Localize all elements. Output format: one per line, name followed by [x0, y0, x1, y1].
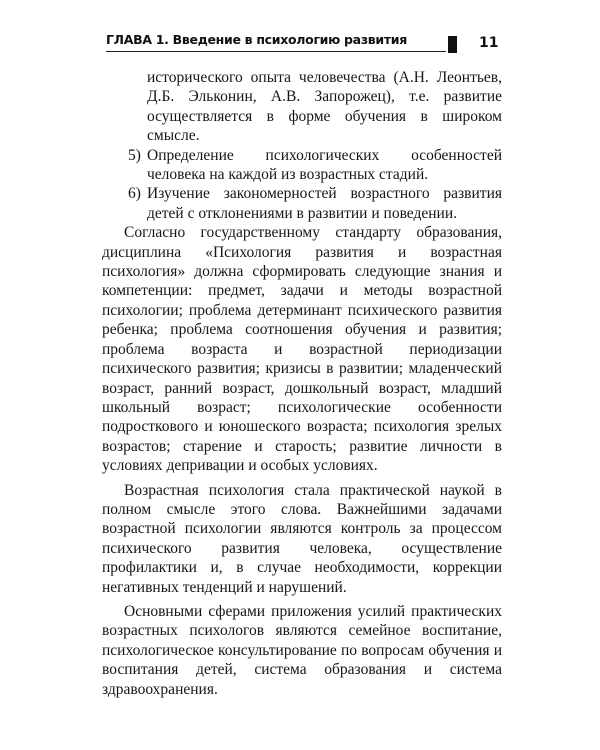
header-bar-marker: [448, 36, 457, 53]
paragraph-application-areas: Основными сферами приложения усилий практических возрастных психологов являются семейное воспитание, психологическое консультирование по вопросам обучения и воспитания детей, система образования и система здравоохранения.: [102, 602, 502, 698]
list-item: [102, 184, 502, 223]
header-rule: [106, 51, 446, 52]
list-item-number: 5): [128, 146, 141, 164]
paragraph-practical-science: Возрастная психология стала практической наукой в полном смысле этого слова. Важнейшими задачами возрастной психологии являются контроль за процессом психического развития человека, осуществление профилактики и, в случае необходимости, коррекции негативных тенденций и нарушений.: [102, 481, 502, 596]
paragraph-education-standard: Согласно государственному стандарту образования, дисциплина «Психология развития и возрастная психология» должна сформировать следующие знания и компетенции: предмет, задачи и методы возрастной психологии; проблема детерминант психического развития ребенка; проблема соотношения обучения и развития; проблема возраста и возрастной периодизации психического развития; кризисы в развитии; младенческий возраст, ранний возраст, дошкольный возраст, младший школьный возраст; психологические особенности подросткового и юношеского возраста; психология зрелых возрастов; старение и старость; развитие личности в условиях депривации и особых условиях.: [102, 224, 502, 475]
running-head-chapter-title: ГЛАВА 1. Введение в психологию развития: [106, 32, 407, 47]
body-text: [102, 68, 502, 699]
list-item-number: 6): [128, 185, 141, 203]
list-item-text: Изучение закономерностей возрастного развития детей с отклонениями в развитии и поведении.: [147, 185, 502, 222]
continued-list-text: исторического опыта человечества (А.Н. Леонтьев, Д.Б. Эльконин, А.В. Запорожец), т.е. развитие осуществляется в форме обучения в широком смысле.: [147, 69, 502, 145]
page-number: 11: [479, 35, 499, 51]
list-item-text: Определение психологических особенностей человека на каждой из возрастных стадий.: [147, 146, 502, 184]
list-item: [102, 146, 502, 185]
